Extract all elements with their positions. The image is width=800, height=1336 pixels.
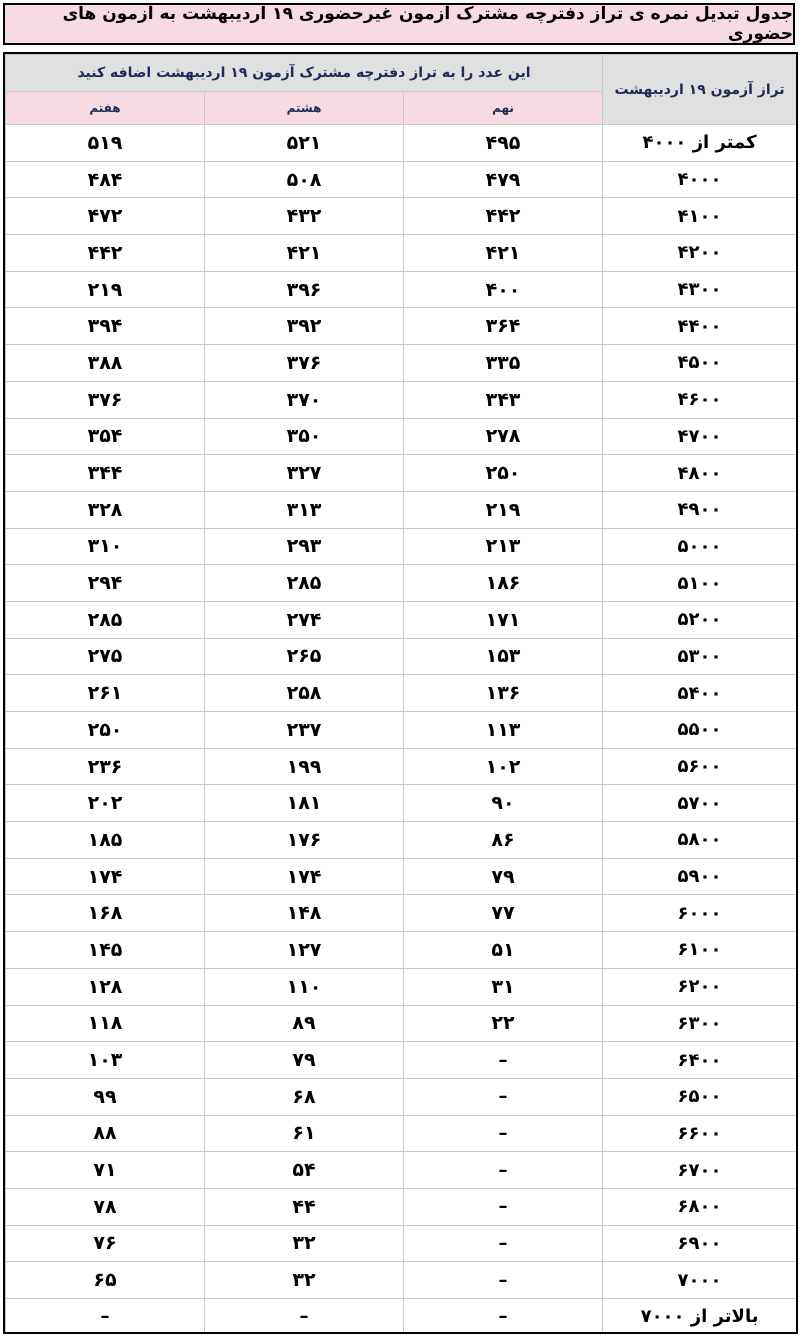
score-cell: ۷۰۰۰	[603, 1262, 797, 1299]
grade-8-cell: ۴۲۱	[205, 235, 404, 272]
conversion-table-container	[3, 52, 798, 1334]
grade-9-cell: ۴۹۵	[404, 125, 603, 162]
grade-7-cell: ۱۱۸	[6, 1005, 205, 1042]
grade-9-cell: ۴۴۲	[404, 198, 603, 235]
table-row	[6, 785, 797, 822]
grade-7-cell: ۲۸۵	[6, 601, 205, 638]
grade-7-cell: ۲۱۹	[6, 271, 205, 308]
grade-9-cell: ۲۵۰	[404, 455, 603, 492]
grade-7-cell: ۲۹۴	[6, 565, 205, 602]
grade-8-cell: –	[205, 1299, 404, 1335]
grade-8-cell: ۱۸۱	[205, 785, 404, 822]
score-cell: ۵۹۰۰	[603, 858, 797, 895]
score-cell: ۴۴۰۰	[603, 308, 797, 345]
table-row	[6, 1262, 797, 1299]
grade-8-cell: ۱۹۹	[205, 748, 404, 785]
grade-9-cell: ۴۲۱	[404, 235, 603, 272]
grade-7-cell: ۸۸	[6, 1115, 205, 1152]
table-row	[6, 895, 797, 932]
table-row	[6, 1078, 797, 1115]
table-row	[6, 1042, 797, 1079]
grade-8-cell: ۷۹	[205, 1042, 404, 1079]
score-cell: ۵۵۰۰	[603, 712, 797, 749]
grade-7-cell: ۳۲۸	[6, 491, 205, 528]
score-cell: ۵۷۰۰	[603, 785, 797, 822]
table-row	[6, 565, 797, 602]
grade-8-cell: ۳۹۶	[205, 271, 404, 308]
grade-7-cell: ۷۶	[6, 1225, 205, 1262]
grade-9-cell: ۳۴۳	[404, 381, 603, 418]
score-cell: ۵۰۰۰	[603, 528, 797, 565]
grade-8-cell: ۱۴۸	[205, 895, 404, 932]
score-cell: ۵۶۰۰	[603, 748, 797, 785]
grade-7-cell: ۲۳۶	[6, 748, 205, 785]
grade-8-cell: ۳۷۰	[205, 381, 404, 418]
grade-9-cell: –	[404, 1299, 603, 1335]
score-cell: ۶۱۰۰	[603, 932, 797, 969]
score-cell: بالاتر از ۷۰۰۰	[603, 1299, 797, 1335]
score-cell: ۴۵۰۰	[603, 345, 797, 382]
grade-9-cell: ۳۱	[404, 968, 603, 1005]
table-row	[6, 308, 797, 345]
grade-9-cell: ۱۳۶	[404, 675, 603, 712]
grade-7-cell: ۲۵۰	[6, 712, 205, 749]
grade-7-cell: ۱۴۵	[6, 932, 205, 969]
score-cell: ۶۷۰۰	[603, 1152, 797, 1189]
table-title	[3, 3, 795, 45]
grade-8-cell: ۴۳۲	[205, 198, 404, 235]
grade-7-cell: ۳۴۴	[6, 455, 205, 492]
grade-8-cell: ۶۸	[205, 1078, 404, 1115]
grade-9-cell: ۸۶	[404, 822, 603, 859]
grade-8-cell: ۲۵۸	[205, 675, 404, 712]
grade-7-cell: ۷۸	[6, 1188, 205, 1225]
grade-8-cell: ۵۲۱	[205, 125, 404, 162]
score-cell: ۶۶۰۰	[603, 1115, 797, 1152]
grade-8-cell: ۲۶۵	[205, 638, 404, 675]
table-row	[6, 638, 797, 675]
table-row	[6, 271, 797, 308]
grade-7-cell: ۱۸۵	[6, 822, 205, 859]
grade-8-cell: ۱۷۶	[205, 822, 404, 859]
table-row	[6, 161, 797, 198]
score-cell: ۴۳۰۰	[603, 271, 797, 308]
grade-9-cell: ۴۷۹	[404, 161, 603, 198]
table-row	[6, 1188, 797, 1225]
score-cell: ۴۸۰۰	[603, 455, 797, 492]
grade-9-cell: ۴۰۰	[404, 271, 603, 308]
table-title-text: جدول تبدیل نمره ی تراز دفترچه مشترک آزمون غیرحضوری ۱۹ اردیبهشت به آزمون های حضوری	[62, 4, 793, 44]
grade-9-cell: ۵۱	[404, 932, 603, 969]
table-row	[6, 822, 797, 859]
grade-8-cell: ۱۱۰	[205, 968, 404, 1005]
grade-8-cell: ۳۲	[205, 1262, 404, 1299]
grade-9-cell: ۲۱۹	[404, 491, 603, 528]
table-row	[6, 858, 797, 895]
grade-9-header: نهم	[404, 92, 603, 125]
score-cell: ۴۲۰۰	[603, 235, 797, 272]
grade-8-cell: ۳۹۲	[205, 308, 404, 345]
score-cell: ۵۱۰۰	[603, 565, 797, 602]
grade-8-cell: ۴۴	[205, 1188, 404, 1225]
grade-8-cell: ۳۵۰	[205, 418, 404, 455]
score-cell: ۴۰۰۰	[603, 161, 797, 198]
grade-7-cell: ۴۷۲	[6, 198, 205, 235]
grade-8-cell: ۳۷۶	[205, 345, 404, 382]
grade-8-cell: ۱۷۴	[205, 858, 404, 895]
grade-9-cell: ۲۲	[404, 1005, 603, 1042]
grade-7-header: هفتم	[6, 92, 205, 125]
table-row	[6, 455, 797, 492]
grade-7-cell: ۲۷۵	[6, 638, 205, 675]
grade-7-cell: ۲۶۱	[6, 675, 205, 712]
score-cell: ۴۷۰۰	[603, 418, 797, 455]
table-row	[6, 125, 797, 162]
score-cell: ۶۳۰۰	[603, 1005, 797, 1042]
score-cell: ۶۹۰۰	[603, 1225, 797, 1262]
grade-8-cell: ۶۱	[205, 1115, 404, 1152]
score-column-header: تراز آزمون ۱۹ اردیبهشت	[603, 55, 797, 125]
score-cell: ۵۳۰۰	[603, 638, 797, 675]
grade-7-cell: –	[6, 1299, 205, 1335]
table-row	[6, 198, 797, 235]
table-row	[6, 1299, 797, 1335]
grade-8-cell: ۱۲۷	[205, 932, 404, 969]
grade-8-cell: ۳۲	[205, 1225, 404, 1262]
grade-7-cell: ۱۷۴	[6, 858, 205, 895]
conversion-table	[5, 54, 797, 1334]
score-cell: ۴۶۰۰	[603, 381, 797, 418]
grade-9-cell: ۱۸۶	[404, 565, 603, 602]
grade-9-cell: –	[404, 1188, 603, 1225]
grade-9-cell: –	[404, 1152, 603, 1189]
grade-9-cell: ۲۷۸	[404, 418, 603, 455]
grade-7-cell: ۷۱	[6, 1152, 205, 1189]
table-row	[6, 601, 797, 638]
table-row	[6, 1225, 797, 1262]
grade-9-cell: ۱۰۲	[404, 748, 603, 785]
table-row	[6, 418, 797, 455]
grade-7-cell: ۶۵	[6, 1262, 205, 1299]
grade-9-cell: –	[404, 1225, 603, 1262]
grade-7-cell: ۲۰۲	[6, 785, 205, 822]
grade-9-cell: –	[404, 1078, 603, 1115]
table-row	[6, 491, 797, 528]
grade-7-cell: ۳۱۰	[6, 528, 205, 565]
table-row	[6, 1152, 797, 1189]
grade-7-cell: ۴۸۴	[6, 161, 205, 198]
score-cell: کمتر از ۴۰۰۰	[603, 125, 797, 162]
table-row	[6, 675, 797, 712]
grade-9-cell: ۷۹	[404, 858, 603, 895]
table-row	[6, 1005, 797, 1042]
grade-7-cell: ۵۱۹	[6, 125, 205, 162]
score-cell: ۵۴۰۰	[603, 675, 797, 712]
grade-7-cell: ۳۸۸	[6, 345, 205, 382]
table-row	[6, 235, 797, 272]
table-body	[6, 125, 797, 1335]
grade-8-cell: ۲۷۴	[205, 601, 404, 638]
grade-8-cell: ۲۹۳	[205, 528, 404, 565]
table-row	[6, 381, 797, 418]
score-cell: ۴۹۰۰	[603, 491, 797, 528]
table-row	[6, 748, 797, 785]
grade-8-cell: ۳۲۷	[205, 455, 404, 492]
grade-9-cell: ۳۶۴	[404, 308, 603, 345]
grade-9-cell: ۳۳۵	[404, 345, 603, 382]
grade-8-cell: ۵۴	[205, 1152, 404, 1189]
grade-7-cell: ۳۵۴	[6, 418, 205, 455]
grade-9-cell: ۱۵۳	[404, 638, 603, 675]
grade-8-cell: ۲۳۷	[205, 712, 404, 749]
table-row	[6, 932, 797, 969]
grade-7-cell: ۱۲۸	[6, 968, 205, 1005]
grade-9-cell: ۱۱۳	[404, 712, 603, 749]
grade-8-cell: ۸۹	[205, 1005, 404, 1042]
grade-7-cell: ۱۶۸	[6, 895, 205, 932]
grade-9-cell: ۱۷۱	[404, 601, 603, 638]
grade-7-cell: ۱۰۳	[6, 1042, 205, 1079]
grade-7-cell: ۳۹۴	[6, 308, 205, 345]
score-cell: ۶۵۰۰	[603, 1078, 797, 1115]
table-row	[6, 968, 797, 1005]
score-cell: ۶۲۰۰	[603, 968, 797, 1005]
score-cell: ۶۰۰۰	[603, 895, 797, 932]
grade-7-cell: ۴۴۲	[6, 235, 205, 272]
grade-8-cell: ۳۱۳	[205, 491, 404, 528]
score-cell: ۵۲۰۰	[603, 601, 797, 638]
grade-7-cell: ۳۷۶	[6, 381, 205, 418]
grade-9-cell: –	[404, 1042, 603, 1079]
grade-9-cell: –	[404, 1262, 603, 1299]
grade-8-header: هشتم	[205, 92, 404, 125]
table-row	[6, 1115, 797, 1152]
score-cell: ۶۸۰۰	[603, 1188, 797, 1225]
grade-9-cell: ۹۰	[404, 785, 603, 822]
table-row	[6, 345, 797, 382]
table-row	[6, 528, 797, 565]
table-row	[6, 712, 797, 749]
grade-7-cell: ۹۹	[6, 1078, 205, 1115]
grade-9-cell: ۲۱۳	[404, 528, 603, 565]
grade-9-cell: ۷۷	[404, 895, 603, 932]
score-cell: ۴۱۰۰	[603, 198, 797, 235]
score-cell: ۵۸۰۰	[603, 822, 797, 859]
score-cell: ۶۴۰۰	[603, 1042, 797, 1079]
grade-8-cell: ۵۰۸	[205, 161, 404, 198]
added-value-header: این عدد را به تراز دفترچه مشترک آزمون ۱۹ اردیبهشت اضافه کنید	[6, 55, 603, 92]
grade-9-cell: –	[404, 1115, 603, 1152]
grade-8-cell: ۲۸۵	[205, 565, 404, 602]
